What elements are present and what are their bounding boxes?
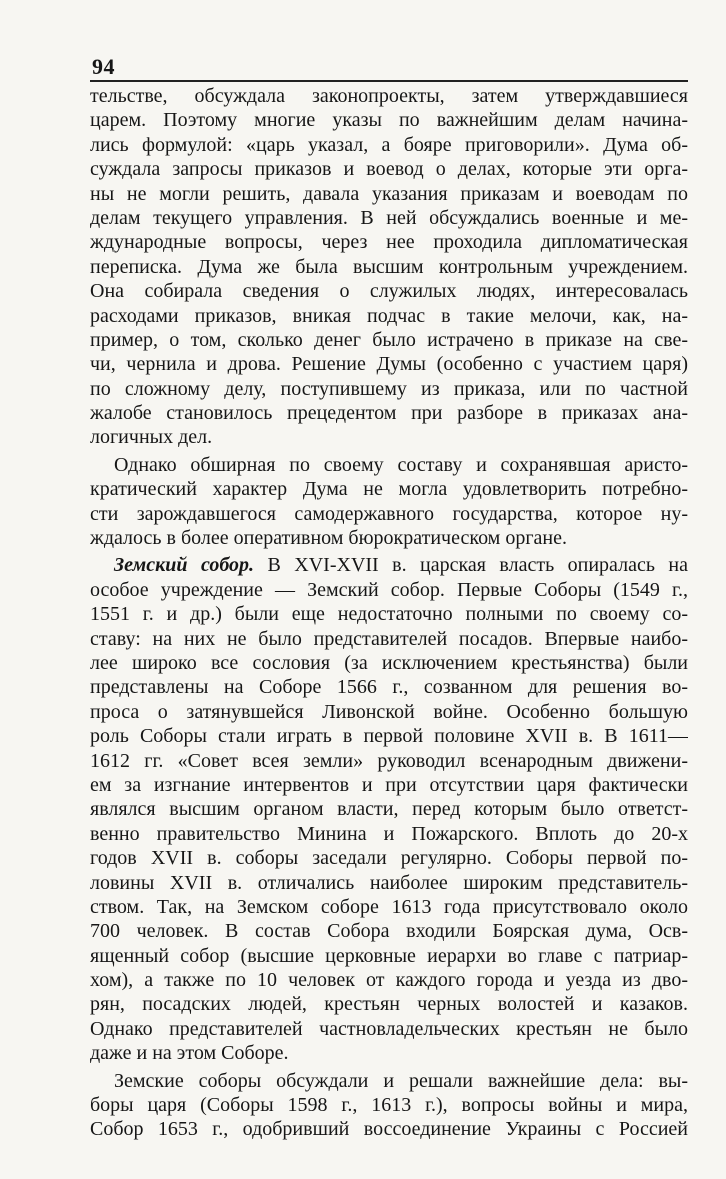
text-line: ждалось в более оперативном бюрократическом органе.: [90, 527, 568, 550]
text-line: ждународные вопросы, через нее проходила дипломатическая: [90, 231, 688, 254]
text-line: 1551 г. и др.) были еще недостаточно полными по своему со-: [90, 603, 688, 626]
text-line: логичных дел.: [90, 426, 213, 449]
text-line: боры царя (Соборы 1598 г., 1613 г.), вопросы войны и мира,: [90, 1094, 688, 1117]
text-line: даже и на этом Соборе.: [90, 1042, 289, 1065]
text-line: ством. Так, на Земском соборе 1613 года присутствовало около: [90, 895, 688, 918]
text-line: пример, о том, сколько денег было истрачено в приказе на све-: [90, 328, 688, 351]
header-rule: [90, 80, 688, 82]
text-line: царем. Поэтому многие указы по важнейшим делам начина-: [90, 109, 688, 132]
text-line: Однако обширная по своему составу и сохранявшая аристо-: [114, 453, 688, 476]
text-line: 700 человек. В состав Собора входили Боярская дума, Осв-: [90, 920, 688, 943]
text-line: суждала запросы приказов и воевод о делах, которые эти орга-: [90, 158, 688, 181]
text-line: ставу: на них не было представителей посадов. Впервые наибо-: [90, 627, 688, 650]
text-line: Она собирала сведения о служилых людях, интересовалась: [90, 280, 688, 303]
text-line: расходами приказов, вникая подчас в такие мелочи, как, на-: [90, 304, 688, 327]
text-line: кратический характер Дума не могла удовлетворить потребно-: [90, 478, 688, 501]
text-line: венно правительство Минина и Пожарского. Вплоть до 20-х: [90, 822, 688, 845]
text-line: ны не могли решить, давала указания приказам и воеводам по: [90, 182, 688, 205]
text-line: являлся высшим органом власти, перед которым было ответст-: [90, 798, 688, 821]
text-line: роль Соборы стали играть в первой половине XVII в. В 1611—: [90, 725, 688, 748]
text-line: [90, 553, 688, 577]
text-fragment: В XVI-XVII в. царская власть опиралась на: [254, 554, 688, 577]
text-line: лись формулой: «царь указал, а бояре приговорили». Дума об-: [90, 133, 688, 156]
text-line: ященный собор (высшие церковные иерархи во главе с патриар-: [90, 944, 688, 967]
paragraph-duma-limits: [90, 453, 688, 551]
text-line: ем за изгнание интервентов и при отсутствии царя фактически: [90, 773, 688, 796]
text-line: проса о затянувшейся Ливонской войне. Особенно большую: [90, 700, 688, 723]
page-number: 94: [92, 54, 115, 79]
text-line: 1612 гг. «Совет всея земли» руководил всенародным движени-: [90, 749, 688, 772]
text-line: Однако представителей частновладельческих крестьян не было: [90, 1017, 688, 1040]
paragraph-sobor-decisions: [90, 1069, 688, 1142]
text-line: рян, посадских людей, крестьян черных волостей и казаков.: [90, 993, 688, 1016]
section-term: Земский собор.: [114, 554, 255, 577]
text-line: хом), а также по 10 человек от каждого города и уезда из дво-: [90, 969, 688, 992]
paragraph-duma-functions: [90, 84, 688, 450]
text-line: делам текущего управления. В ней обсуждались военные и ме-: [90, 206, 688, 229]
text-line: сти зарождавшегося самодержавного государства, которое ну-: [90, 502, 688, 525]
text-line: Земские соборы обсуждали и решали важнейшие дела: вы-: [114, 1069, 688, 1092]
text-line: лее широко все сословия (за исключением крестьянства) были: [90, 651, 688, 674]
text-line: годов XVII в. соборы заседали регулярно. Соборы первой по-: [90, 847, 688, 870]
text-line: особое учреждение — Земский собор. Первые Соборы (1549 г.,: [90, 578, 688, 601]
body-text: [90, 84, 688, 1142]
text-line: ловины XVII в. отличались наиболее широким представитель-: [90, 871, 688, 894]
text-line: переписка. Дума же была высшим контрольным учреждением.: [90, 255, 688, 278]
text-line: чи, чернила и дрова. Решение Думы (особенно с участием царя): [90, 353, 688, 376]
text-line: представлены на Соборе 1566 г., созванном для решения во-: [90, 676, 688, 699]
paragraph-zemsky-sobor: [90, 553, 688, 1065]
text-line: тельстве, обсуждала законопроекты, затем утверждавшиеся: [90, 85, 688, 107]
text-line: по сложному делу, поступившему из приказа, или по частной: [90, 377, 688, 400]
text-line: жалобе становилось прецедентом при разборе в приказах ана-: [90, 402, 688, 425]
text-line: Собор 1653 г., одобривший воссоединение Украины с Россией: [90, 1118, 688, 1141]
